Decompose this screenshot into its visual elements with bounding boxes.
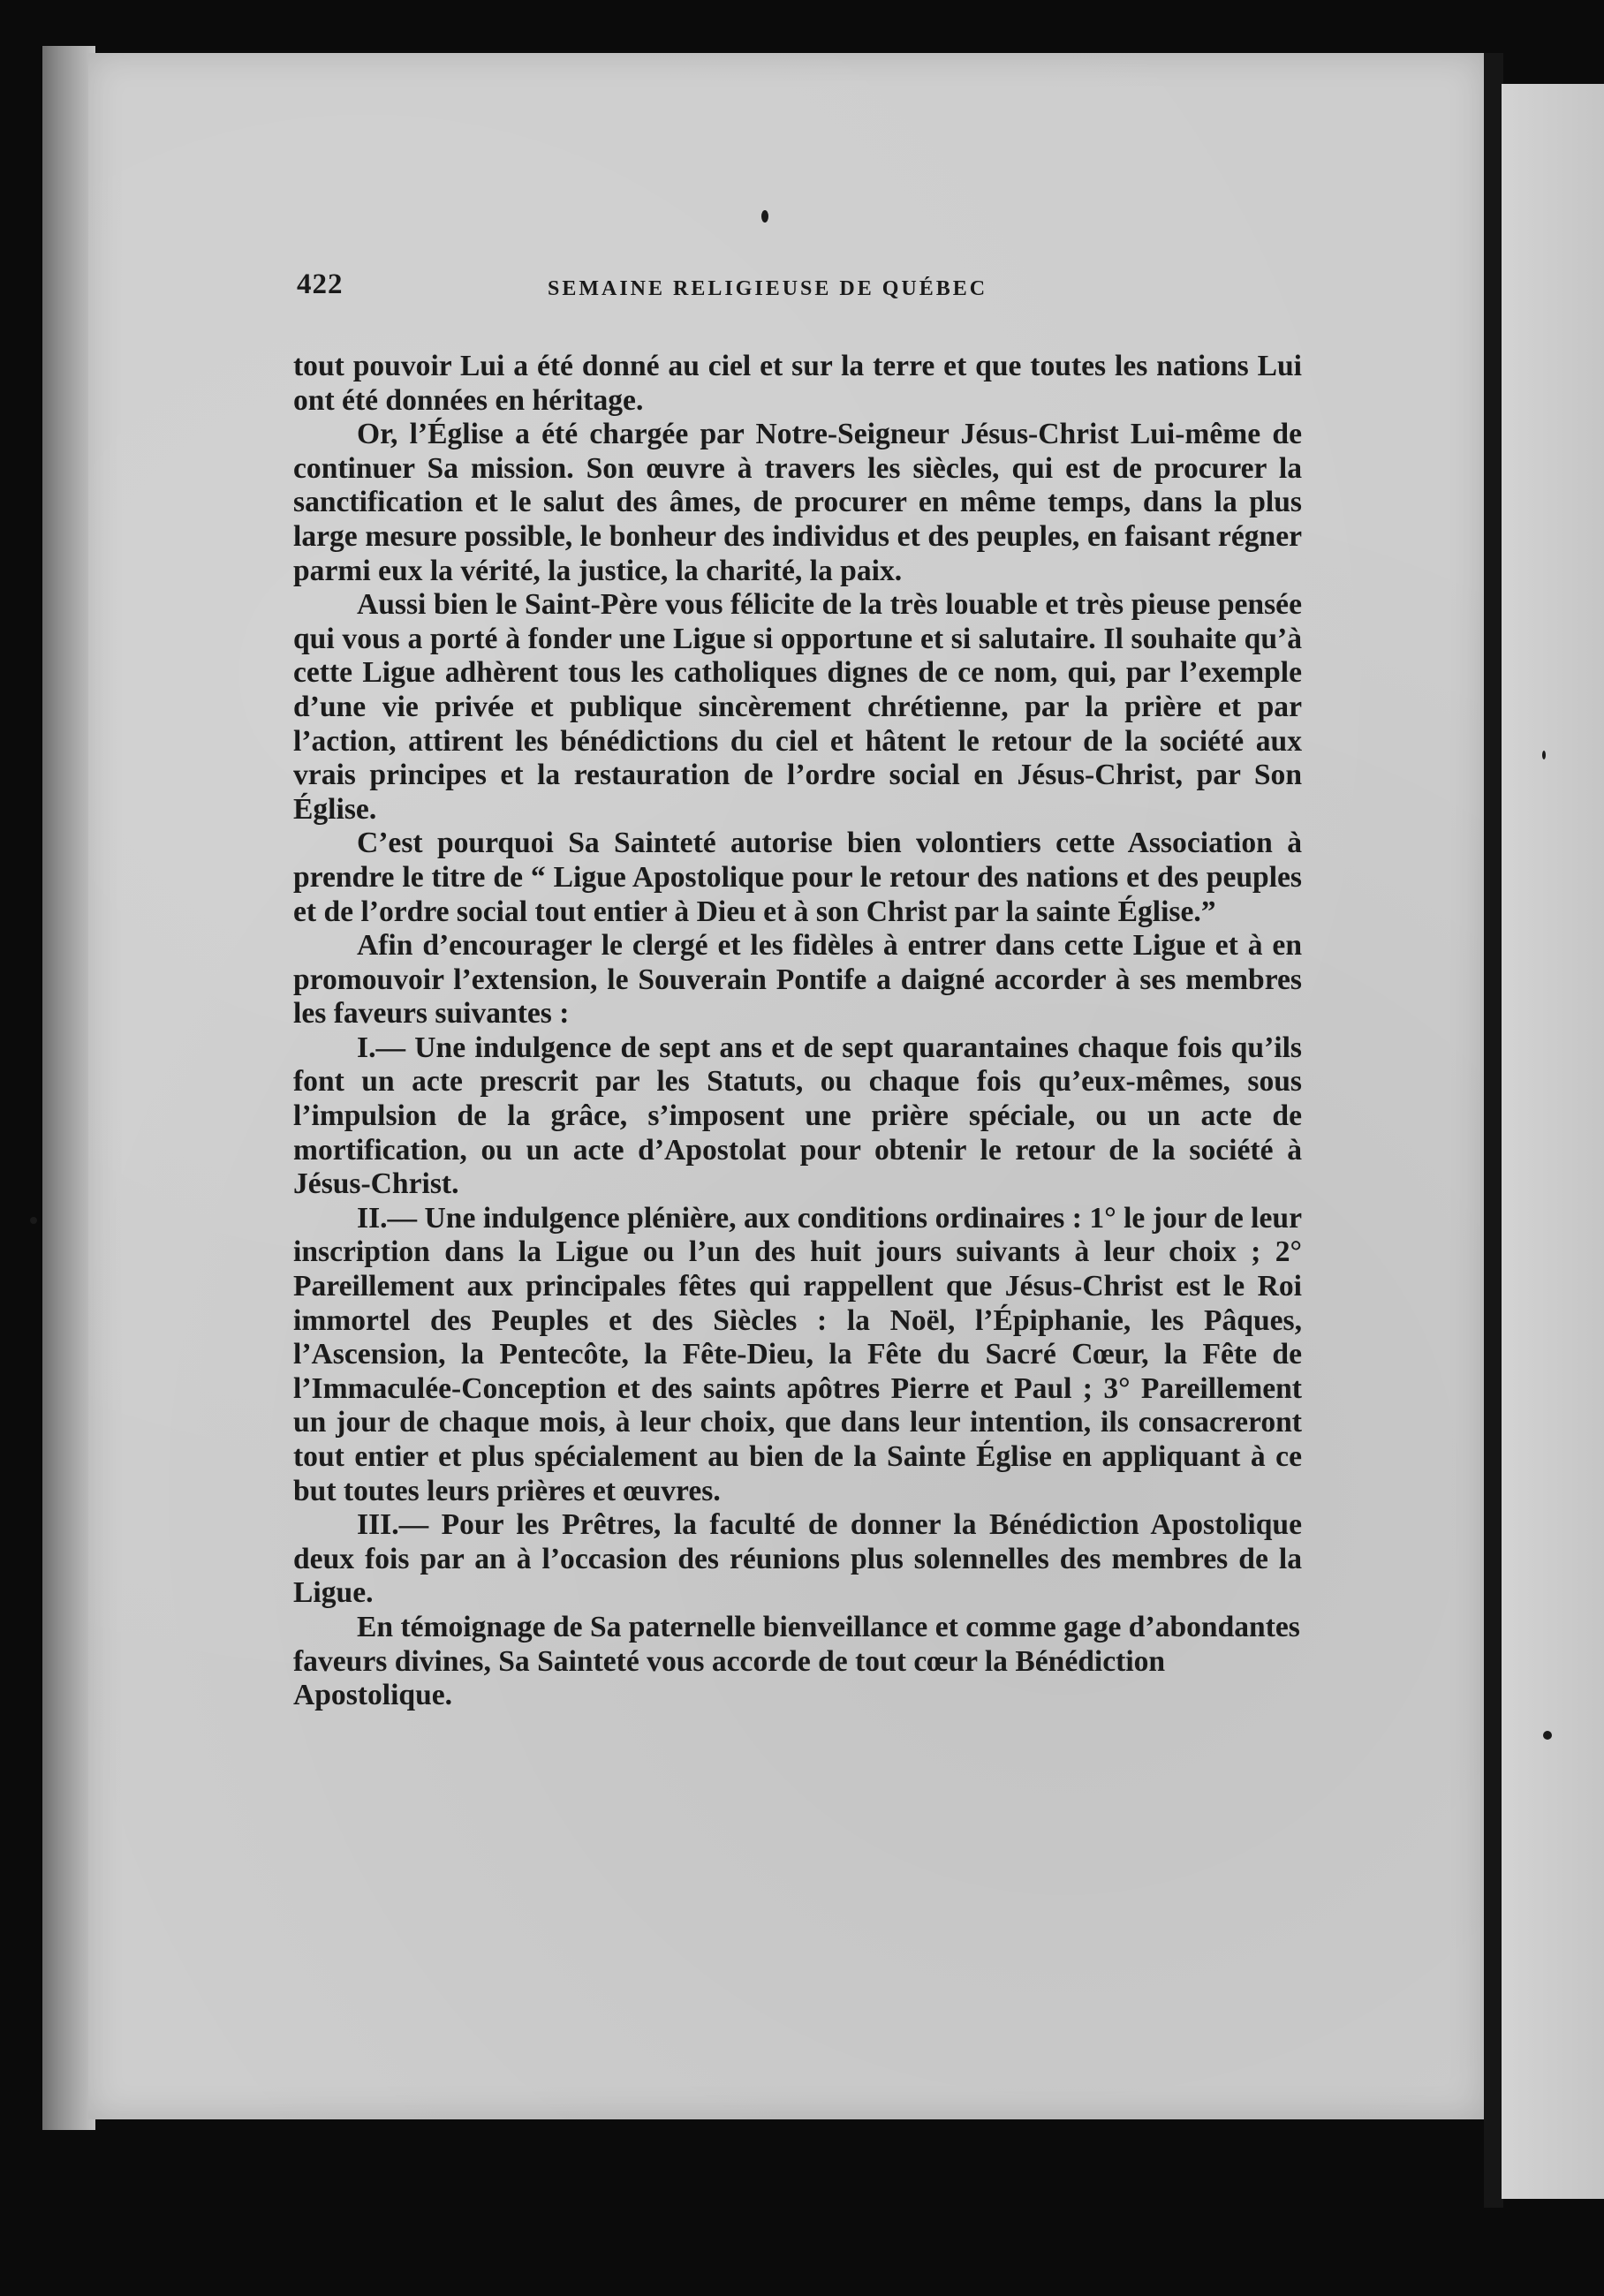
paragraph: II.— Une indulgence plénière, aux conditions ordinaires : 1° le jour de leur inscription dans la Ligue ou l’un des huit jours suivants à leur choix ; 2° Pareillement aux principales fêtes qui rappellent que Jésus-Christ est le Roi immortel des Peuples et des Siècles : la Noël, l’Épiphanie, les Pâques, l’Ascension, la Pentecôte, la Fête-Dieu, la Fête du Sacré Cœur, la Fête de l’Immaculée-Conception et des saints apôtres Pierre et Paul ; 3° Pareillement un jour de chaque mois, à leur choix, que dans leur intention, ils consacreront tout entier et plus spécialement au bien de la Sainte Église en appliquant à ce but toutes leurs prières et œuvres.	[293, 1201, 1302, 1507]
paragraph: tout pouvoir Lui a été donné au ciel et sur la terre et que toutes les nations Lui ont été données en héritage.	[293, 350, 1302, 417]
paragraph: Or, l’Église a été chargée par Notre-Seigneur Jésus-Christ Lui-même de continuer Sa mission. Son œuvre à travers les siècles, qui est de procurer la sanctification et le salut des âmes, de procurer en même temps, dans la plus large mesure possible, le bonheur des individus et des peuples, en faisant régner parmi eux la vérité, la justice, la charité, la paix.	[293, 418, 1302, 587]
paragraph: III.— Pour les Prêtres, la faculté de donner la Bénédiction Apostolique deux fois par an à l’occasion des réunions plus solennelles des membres de la Ligue.	[293, 1508, 1302, 1610]
page-header	[297, 268, 1304, 311]
paragraph: En témoignage de Sa paternelle bienveillance et comme gage d’abondantes faveurs divines, Sa Sainteté vous accorde de tout cœur la Bénédiction Apostolique.	[293, 1610, 1300, 1712]
dust-speck	[30, 1217, 37, 1224]
paragraph: I.— Une indulgence de sept ans et de sept quarantaines chaque fois qu’ils font un acte prescrit par les Statuts, ou chaque fois qu’eux-mêmes, sous l’impulsion de la grâce, s’imposent une prière spéciale, ou un acte de mortification, ou un acte d’Apostolat pour obtenir le retour de la société à Jésus-Christ.	[293, 1031, 1302, 1201]
dust-speck	[1542, 751, 1546, 759]
page-number: 422	[297, 268, 344, 300]
adjacent-page-sliver	[1502, 84, 1604, 2199]
running-title: SEMAINE RELIGIEUSE DE QUÉBEC	[548, 277, 988, 300]
paragraph: Aussi bien le Saint-Père vous félicite de la très louable et très pieuse pensée qui vous a porté à fonder une Ligue si opportune et si salutaire. Il souhaite qu’à cette Ligue adhèrent tous les catholiques dignes de ce nom, qui, par l’exemple d’une vie privée et publique sincèrement chrétienne, par la prière et par l’action, attirent les bénédictions du ciel et hâtent le retour de la société aux vrais principes et la restauration de l’ordre social en Jésus-Christ, par Son Église.	[293, 588, 1302, 826]
body-text	[293, 350, 1302, 1713]
dust-speck	[761, 210, 768, 223]
paragraph: C’est pourquoi Sa Sainteté autorise bien volontiers cette Association à prendre le titre de “ Ligue Apostolique pour le retour des nations et des peuples et de l’ordre social tout entier à Dieu et à son Christ par la sainte Église.”	[293, 827, 1302, 928]
paragraph: Afin d’encourager le clergé et les fidèles à entrer dans cette Ligue et à en promouvoir l’extension, le Souverain Pontife a daigné accorder à ses membres les faveurs suivantes :	[293, 929, 1302, 1031]
dust-speck	[1543, 1731, 1552, 1740]
page-gutter	[1484, 53, 1503, 2208]
book-page-edges	[42, 46, 95, 2130]
